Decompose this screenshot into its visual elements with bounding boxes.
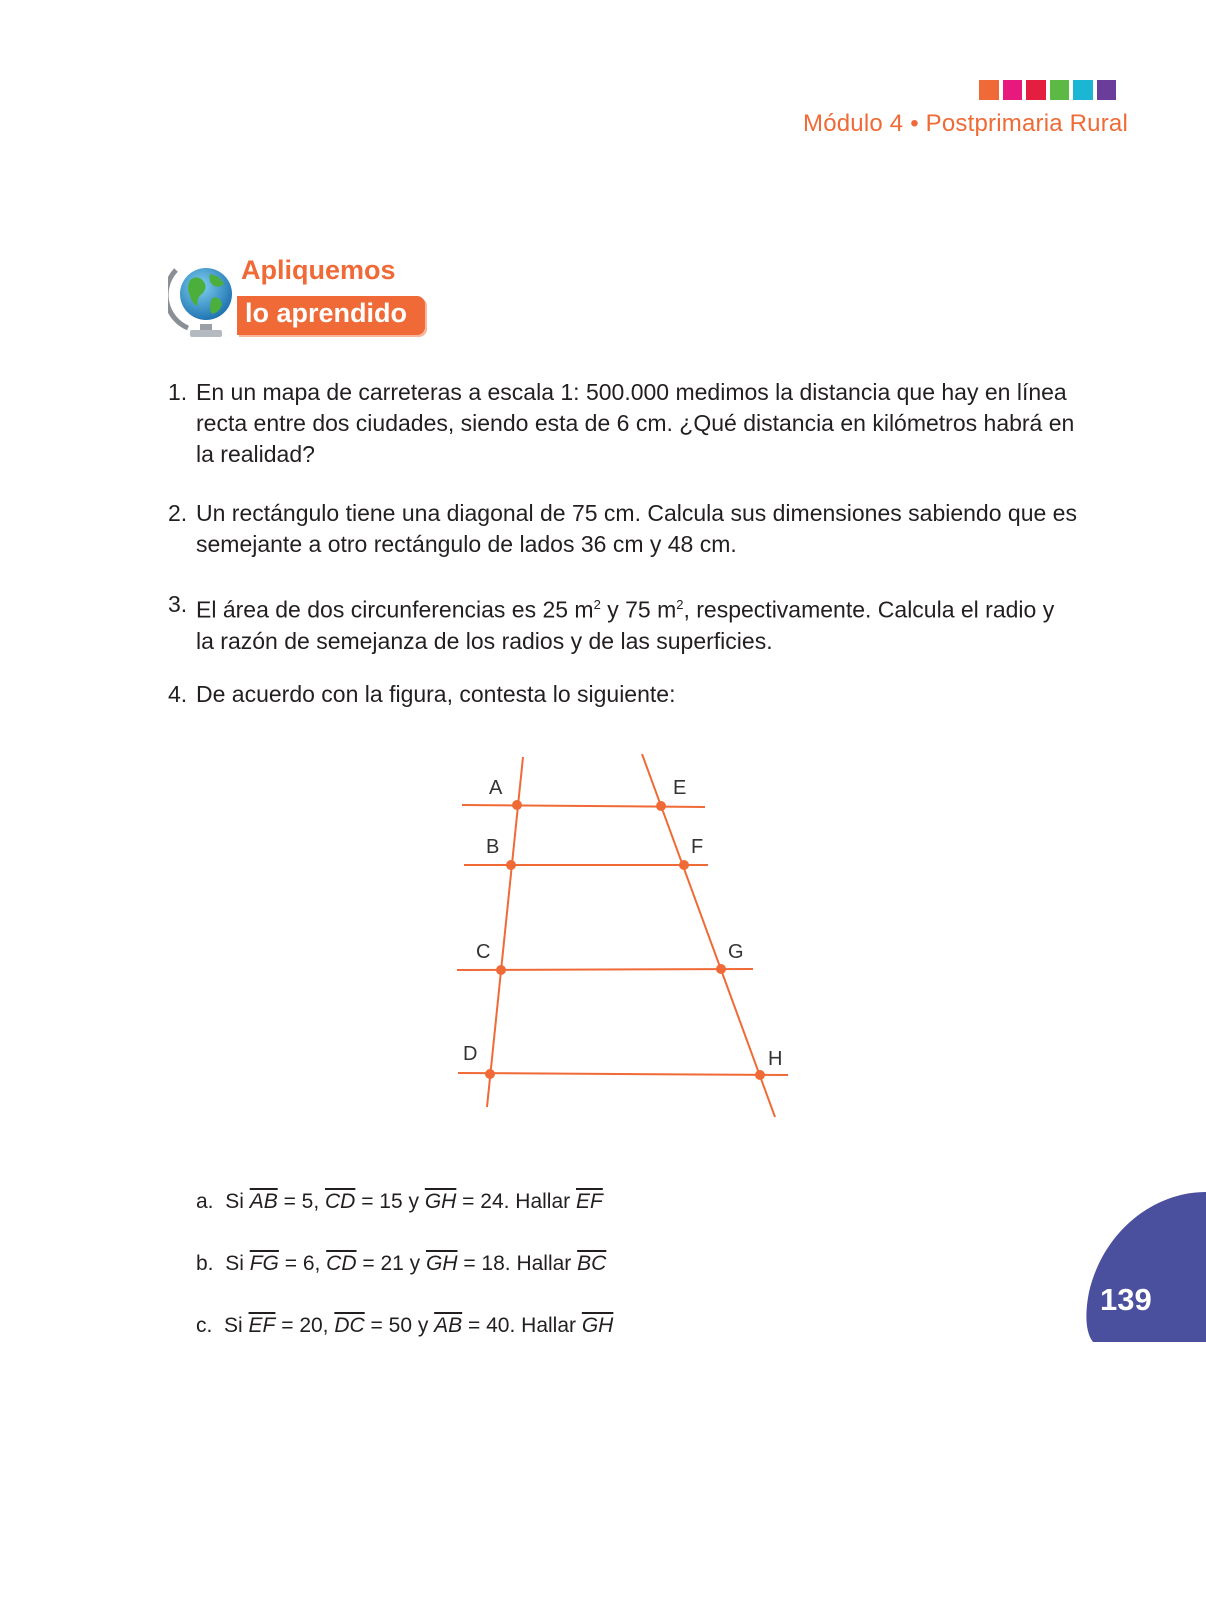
exercise-number: 3. [168, 591, 188, 617]
point-c-dot [496, 965, 506, 975]
label-e: E [673, 777, 687, 799]
label-c: C [476, 941, 491, 963]
section-title-line2: lo aprendido [245, 298, 407, 328]
exercise-text: El área de dos circunferencias es 25 $m^2$ y 75 $m^2$, respectivamente. Calcula el radio y la razón de semejanza de los radios y de las superficies. [196, 596, 1055, 654]
point-e-dot [656, 801, 666, 811]
exercise-number: 1. [168, 379, 188, 405]
label-g: G [728, 941, 744, 963]
color-swatches [979, 80, 1116, 100]
exercise-number: 4. [168, 681, 188, 707]
swatch-red [1026, 80, 1046, 100]
point-f-dot [679, 860, 689, 870]
subquestion-b: b. Si $\overline{FG} = 6$, $\overline{CD} = 21$ y $\overline{GH} = 18$. Hallar $\overline{BC}$ [196, 1252, 607, 1275]
subquestion-a: a. Si $\overline{AB} = 5$, $\overline{CD} = 15$ y $\overline{GH} = 24$. Hallar $\overline{EF}$ [196, 1190, 603, 1213]
label-b: B [486, 836, 500, 858]
parallel-line-1 [462, 805, 705, 807]
point-h-dot [755, 1070, 765, 1080]
point-b-dot [506, 860, 516, 870]
exercise-4 [168, 679, 1078, 710]
module-label: Módulo 4 • Postprimaria Rural [803, 110, 1128, 137]
section-title-line1: Apliquemos [241, 255, 396, 285]
swatch-cyan [1073, 80, 1093, 100]
page-number-tab [1083, 1192, 1206, 1342]
point-g-dot [716, 964, 726, 974]
point-a-dot [512, 800, 522, 810]
label-a: A [489, 777, 503, 799]
parallel-line-4 [458, 1073, 788, 1075]
section-title-banner [237, 296, 425, 335]
label-d: D [463, 1043, 478, 1065]
swatch-magenta [1003, 80, 1023, 100]
exercise-1 [168, 377, 1078, 470]
exercise-2 [168, 498, 1078, 560]
swatch-purple [1097, 80, 1117, 100]
parallel-lines-figure [450, 750, 820, 1150]
exercise-number: 2. [168, 500, 188, 526]
point-d-dot [485, 1069, 495, 1079]
label-f: F [691, 836, 704, 858]
exercise-3 [168, 589, 1078, 657]
page-number: 139 [1100, 1282, 1152, 1317]
swatch-green [1050, 80, 1070, 100]
exercise-text: Un rectángulo tiene una diagonal de 75 cm. Calcula sus dimensiones sabiendo que es semejante a otro rectángulo de lados 36 cm y 48 cm. [196, 500, 1077, 557]
label-h: H [768, 1048, 783, 1070]
exercise-text: En un mapa de carreteras a escala 1: 500.000 medimos la distancia que hay en línea recta entre dos ciudades, siendo esta de 6 cm. ¿Qué distancia en kilómetros habrá en la realidad? [196, 379, 1075, 467]
exercise-text: De acuerdo con la figura, contesta lo siguiente: [196, 681, 676, 707]
swatch-orange [979, 80, 999, 100]
globe-icon [168, 258, 246, 342]
subquestion-c: c. Si $\overline{EF} = 20$, $\overline{DC} = 50$ y $\overline{AB} = 40$. Hallar $\overline{GH}$ [196, 1314, 614, 1337]
